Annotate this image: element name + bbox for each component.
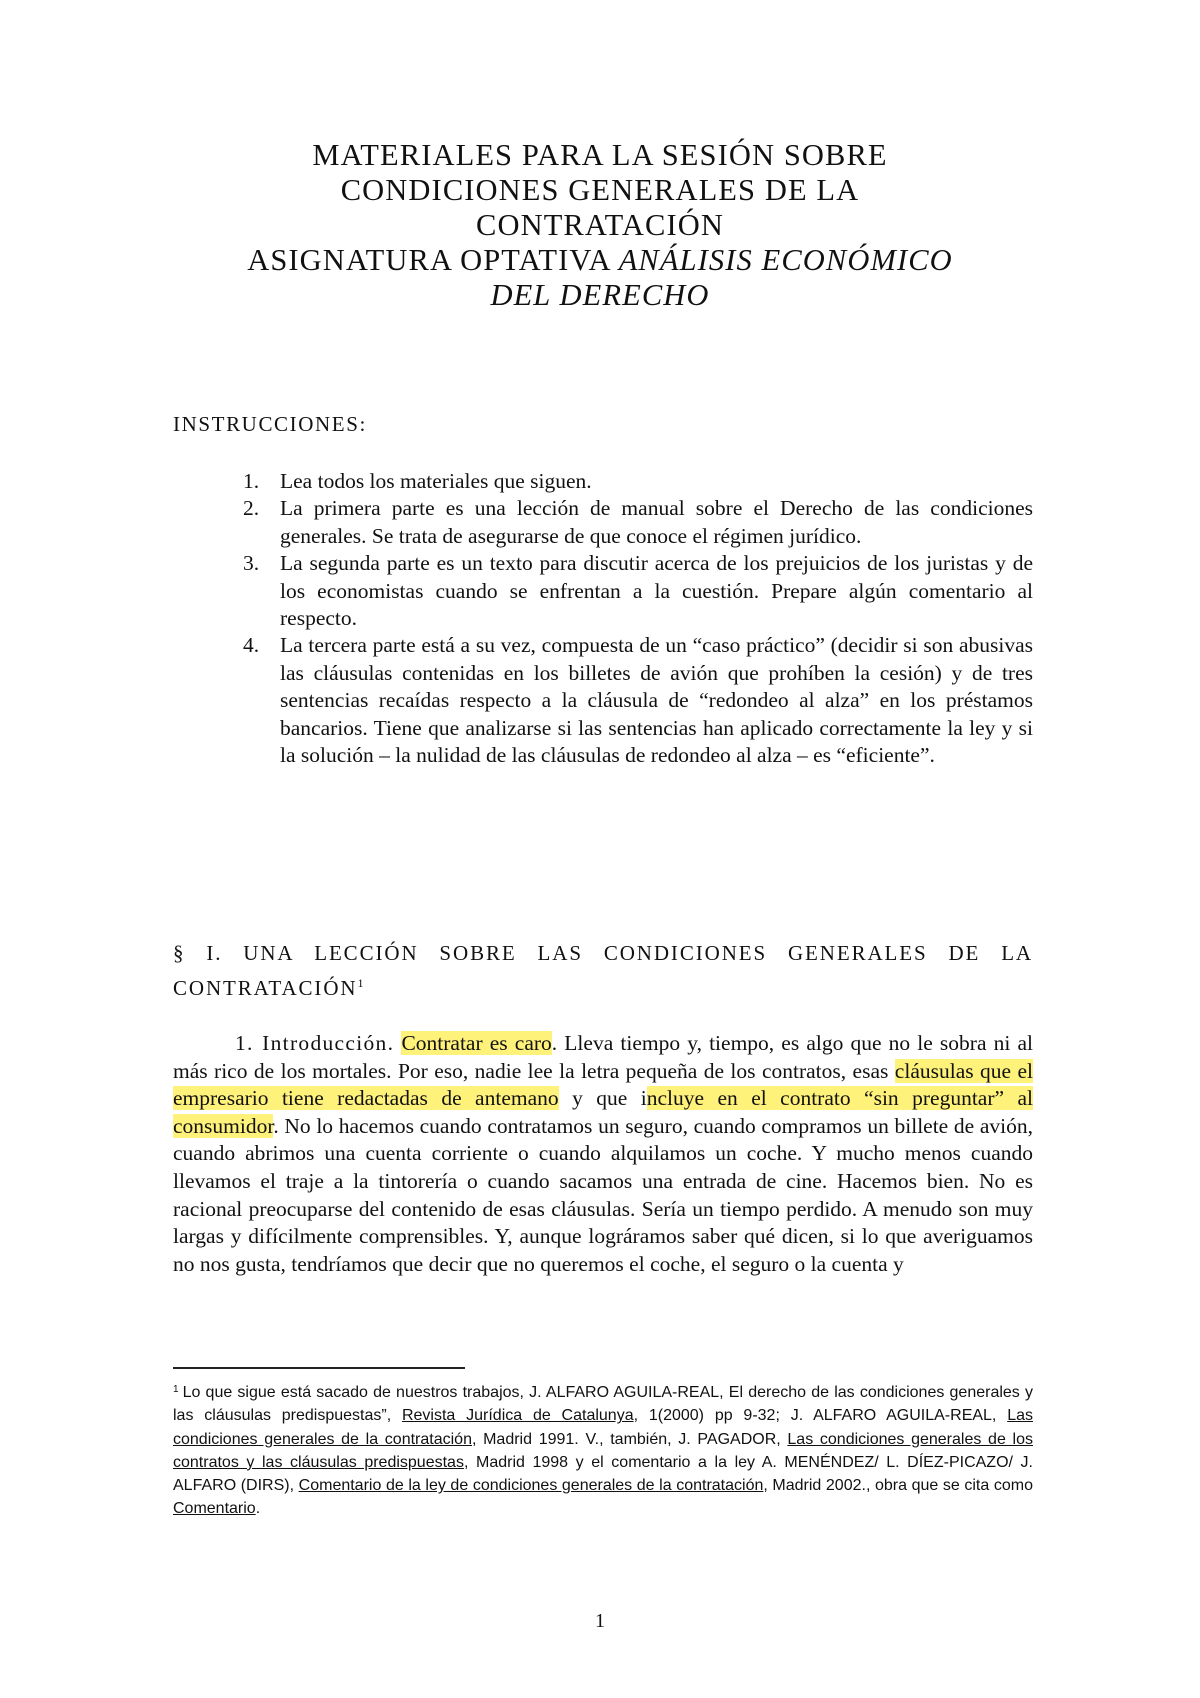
instruction-text: La primera parte es una lección de manual sobre el Derecho de las condiciones generales. Se trata de asegurarse de que conoce el régimen jurídico. — [280, 496, 1033, 548]
intro-text-2: y que i — [558, 1086, 647, 1111]
footnote-citation-link: Las condiciones generales de los contratos y las cláusulas predispuestas — [173, 1430, 1034, 1471]
footnote-number: 1 — [173, 1384, 179, 1395]
footnote-text: , Madrid 2002., obra que se cita como — [763, 1477, 1033, 1495]
title-line-4-normal: ASIGNATURA OPTATIVA — [247, 243, 619, 277]
intro-paragraph — [173, 1030, 1033, 1278]
section-heading — [173, 938, 1033, 1003]
instruction-number: 1. — [243, 469, 260, 493]
highlight-1: Contratar es caro — [401, 1031, 552, 1055]
instruction-item — [173, 495, 1033, 550]
footnote — [173, 1378, 1033, 1521]
instruction-text: La tercera parte está a su vez, compuesta de un “caso práctico” (decidir si son abusivas las cláusulas contenidas en los billetes de avión que prohíben la cesión) y de tres sentencias recaídas respecto a la cláusula de “redondeo al alza” en los préstamos bancarios. Tiene que analizarse si las sentencias han aplicado correctamente la ley y si la solución – la nulidad de las cláusulas de redondeo al alza – es “eficiente”. — [280, 633, 1033, 768]
footnote-text: , Madrid 1998 y el comentario a la ley A. MENÉNDEZ/ L. DÍEZ-PICAZO/ J. ALFARO (DIRS), — [173, 1453, 1034, 1495]
page-number: 1 — [595, 1610, 605, 1632]
title-line-4-italic: ANÁLISIS ECONÓMICO — [618, 243, 953, 277]
intro-text-3: . No lo hacemos cuando contratamos un seguro, cuando compramos un billete de avión, cuando abrimos una cuenta corriente o cuando alquilamos un coche. Y mucho menos cuando llevamos el traje a la tintorería o cuando sacamos una entrada de cine. Hacemos bien. No es racional preocuparse del contenido de esas cláusulas. Sería un tiempo perdido. A menudo son muy largas y difícilmente comprensibles. Y, aunque lográramos saber qué dicen, si lo que averiguamos no nos gusta, tendríamos que decir que no queremos el coche, el seguro o la cuenta y — [173, 1113, 1033, 1276]
footnote-text: , Madrid 1991. V., también, J. PAGADOR, — [471, 1430, 788, 1448]
instruction-number: 4. — [243, 633, 260, 658]
footnote-text: . — [255, 1500, 261, 1518]
instruction-number: 3. — [243, 551, 260, 576]
instruction-item — [173, 632, 1033, 769]
instruction-item — [173, 550, 1033, 632]
footnote-citation-link: Revista Jurídica de Catalunya — [401, 1407, 634, 1425]
title-line-5: DEL DERECHO — [490, 278, 710, 312]
footnote-reference[interactable]: 1 — [357, 976, 364, 990]
footnote-citation-link: Comentario — [173, 1500, 256, 1518]
intro-text-1: . Lleva tiempo y, tiempo, es algo que no le sobra ni al más rico de los mortales. Por eso, nadie lee la letra pequeña de los contratos, esas — [173, 1031, 1034, 1083]
footnote-text: Lo que sigue está sacado de nuestros trabajos, J. ALFARO AGUILA-REAL, El derecho de las condiciones generales y las cláusulas predispuestas”, — [173, 1384, 1033, 1425]
document-title — [160, 138, 1040, 313]
footnote-text: , 1(2000) pp 9-32; J. ALFARO AGUILA-REAL, — [633, 1407, 1008, 1425]
instruction-text: La segunda parte es un texto para discutir acerca de los prejuicios de los juristas y de los economistas cuando se enfrentan a la cuestión. Prepare algún comentario al respecto. — [280, 551, 1033, 631]
highlight-2: cláusulas que el empresario tiene redactadas de antemano — [173, 1058, 1034, 1111]
title-line-1: MATERIALES PARA LA SESIÓN SOBRE — [312, 138, 888, 172]
title-line-4 — [160, 243, 1040, 278]
title-line-2: CONDICIONES GENERALES DE LA — [340, 173, 860, 207]
instructions-heading: INSTRUCCIONES: — [173, 412, 367, 436]
intro-lead: 1. Introducción. — [235, 1031, 395, 1055]
section-heading-text: § I. UNA LECCIÓN SOBRE LAS CONDICIONES GENERALES DE LA CONTRATACIÓN — [173, 941, 1033, 1000]
instruction-item — [173, 468, 1033, 495]
instruction-number: 2. — [243, 496, 260, 521]
footnote-citation-link: Comentario de la ley de condiciones generales de la contratación — [298, 1477, 764, 1495]
footnote-divider — [173, 1367, 465, 1369]
instructions-list — [173, 468, 1033, 769]
title-line-3: CONTRATACIÓN — [476, 208, 724, 242]
highlight-3: ncluye en el contrato “sin preguntar” al consumidor — [173, 1086, 1033, 1138]
footnote-citation-link: Las condiciones generales de la contratación — [173, 1407, 1033, 1448]
instruction-text: Lea todos los materiales que siguen. — [280, 469, 592, 493]
